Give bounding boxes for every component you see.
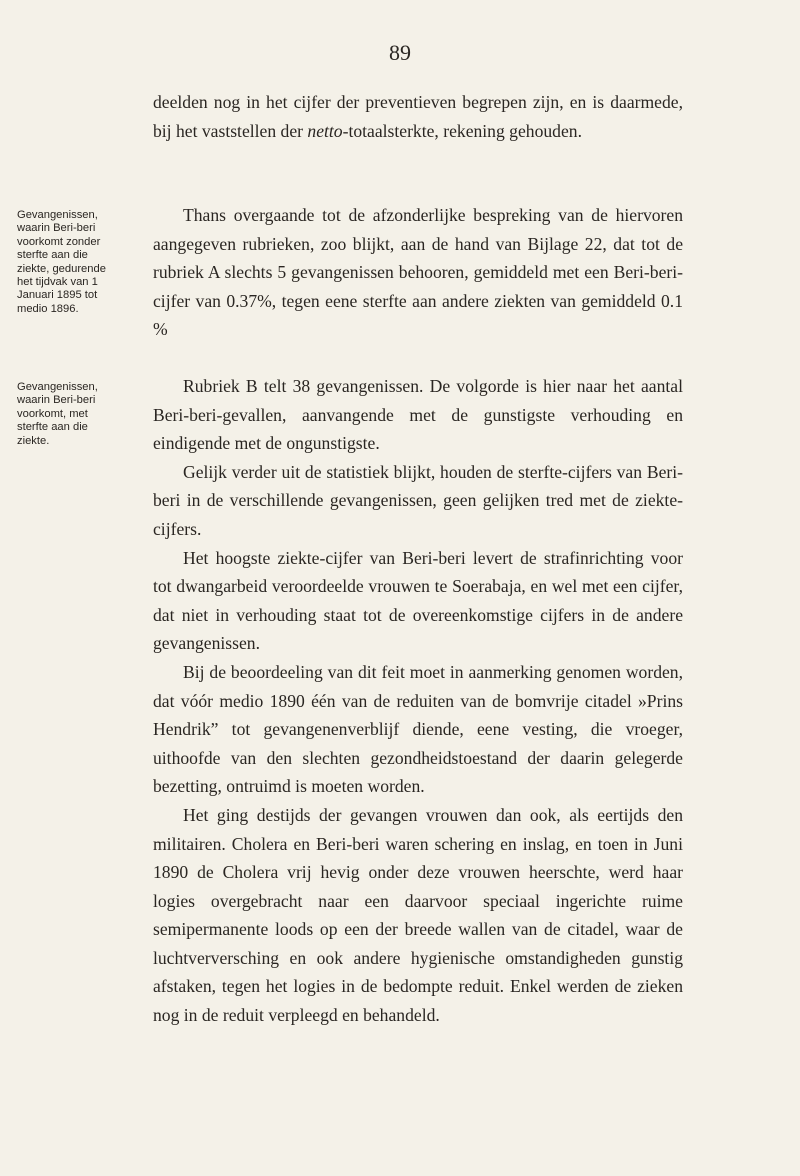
paragraph-intro: [153, 88, 683, 145]
paragraph-rubriek-a: [153, 201, 683, 344]
paragraph-1-before: deelden nog in het cijfer der preventieven begrepen zijn, en is daarmede, bij het vaststellen der: [153, 92, 683, 141]
paragraph-6: Bij de beoordeeling van dit feit moet in aanmerking genomen worden, dat vóór medio 1890 één van de reduiten van de bomvrije citadel »Prins Hendrik” tot gevangenenverblijf diende, eene vesting, die vroeger, uithoofde van den slechten gezondheidstoestand der daarin gelegerde bezetting, ontruimd is moeten worden.: [153, 661, 683, 797]
paragraph-7: Het ging destijds der gevangen vrouwen dan ook, als eertijds den militairen. Cholera en Beri-beri waren schering en inslag, en toen in Juni 1890 de Cholera vrij hevig onder deze vrouwen heerschte, werd haar logies overgebracht naar een daarvoor speciaal ingerichte ruime semipermanente loods op een der breede wallen van de citadel, waar de luchtverversching en ook andere hygienische omstandigheden gunstig afstaken, tegen het logies in de bedompte reduit. Enkel werden de zieken nog in de reduit verpleegd en behandeld.: [153, 804, 683, 1026]
margin-note-2: Gevangenissen, waarin Beri-beri voorkomt, met sterfte aan die ziekte.: [17, 381, 98, 447]
paragraph-4: Gelijk verder uit de statistiek blijkt, houden de sterfte-cijfers van Beri-beri in de verschillende gevangenissen, geen gelijken tred met de ziekte-cijfers.: [153, 461, 683, 539]
paragraph-1-after: -totaalsterkte, rekening gehouden.: [342, 120, 582, 141]
page-number: 89: [389, 40, 411, 65]
paragraph-rubriek-b: [153, 372, 683, 1030]
paragraph-1-italic: netto: [307, 120, 343, 141]
paragraph-3: Rubriek B telt 38 gevangenissen. De volgorde is hier naar het aantal Beri-beri-gevallen, aanvangende met de gunstigste verhouding en eindigende met de ongunstigste.: [153, 376, 683, 454]
paragraph-5: Het hoogste ziekte-cijfer van Beri-beri levert de strafinrichting voor tot dwangarbeid veroordeelde vrouwen te Soerabaja, en wel met een cijfer, dat niet in verhouding staat tot de overeenkomstige cijfers in de andere gevangenissen.: [153, 547, 683, 654]
paragraph-1: [153, 88, 683, 145]
margin-note-1: Gevangenissen, waarin Beri-beri voorkomt zonder sterfte aan die ziekte, gedurende het tijdvak van 1 Januari 1895 tot medio 1896.: [17, 209, 106, 315]
paragraph-2: Thans overgaande tot de afzonderlijke bespreking van de hiervoren aangegeven rubrieken, zoo blijkt, aan de hand van Bijlage 22, dat tot de rubriek A slechts 5 gevangenissen behooren, gemiddeld met een Beri-beri-cijfer van 0.37%, tegen eene sterfte aan andere ziekten van gemiddeld 0.1 %: [153, 205, 683, 340]
